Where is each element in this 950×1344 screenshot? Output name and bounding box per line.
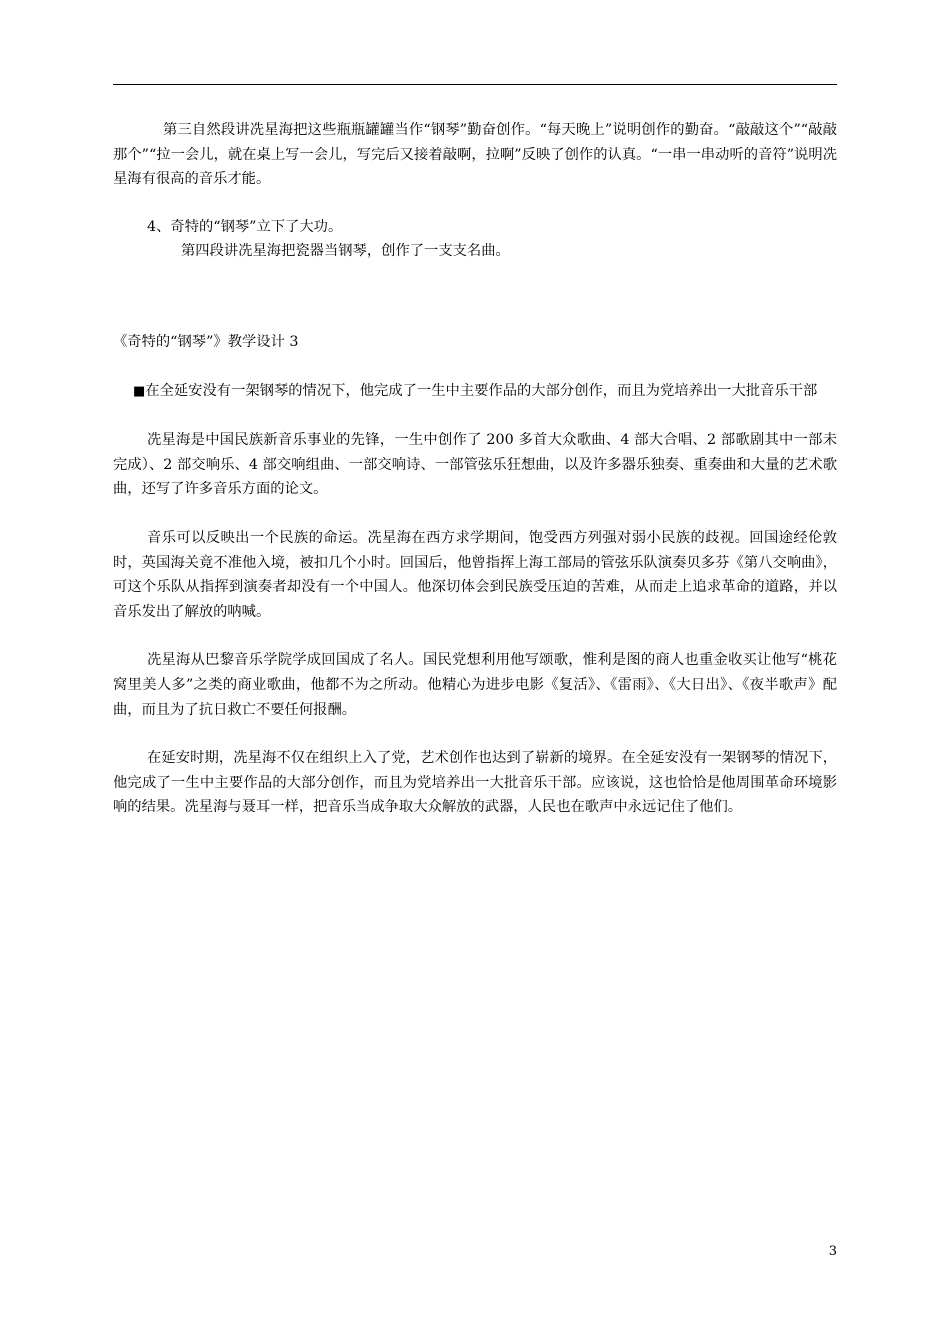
page-number: 3 xyxy=(828,1244,837,1259)
bullet-square-icon: ■ xyxy=(133,383,146,399)
header-rule xyxy=(113,84,837,85)
section-title: 《奇特的“钢琴”》教学设计 3 xyxy=(113,333,299,350)
bullet-text: 在全延安没有一架钢琴的情况下，他完成了一生中主要作品的大部分创作，而且为党培养出一大批音乐干部 xyxy=(145,382,818,399)
paragraph-nation-fate: 音乐可以反映出一个民族的命运。冼星海在西方求学期间，饱受西方列强对弱小民族的歧视。回国途经伦敦时，英国海关竟不准他入境，被扣几个小时。回国后，他曾指挥上海工部局的管弦乐队演奏贝多芬《第八交响曲》，可这个乐队从指挥到演奏者却没有一个中国人。他深切体会到民族受压迫的苦难，从而走上追求革命的道路，并以音乐发出了解放的呐喊。 xyxy=(113,529,837,620)
list-item-4: 4、奇特的“钢琴”立下了大功。 xyxy=(147,218,343,235)
paragraph-paris-return: 冼星海从巴黎音乐学院学成回国成了名人。国民党想利用他写颂歌，惟利是图的商人也重金收买让他写“桃花窝里美人多”之类的商业歌曲，他都不为之所动。他精心为进步电影《复活》、《雷雨》、《大日出》、《夜半歌声》配曲，而且为了抗日救亡不要任何报酬。 xyxy=(113,652,837,718)
paragraph-fourth-section: 第四段讲冼星海把瓷器当钢琴，创作了一支支名曲。 xyxy=(181,243,510,260)
paragraph-third-section: 第三自然段讲冼星海把这些瓶瓶罐罐当作“钢琴”勤奋创作。“每天晚上”说明创作的勤奋。“敲敲这个”“敲敲那个”“拉一会儿，就在桌上写一会儿，写完后又接着敲啊，拉啊”反映了创作的认真。“一串一串动听的音符”说明冼星海有很高的音乐才能。 xyxy=(113,122,837,188)
bullet-paragraph xyxy=(113,379,837,405)
document-body xyxy=(113,118,837,820)
paragraph-yanan-period: 在延安时期，冼星海不仅在组织上入了党，艺术创作也达到了崭新的境界。在全延安没有一架钢琴的情况下，他完成了一生中主要作品的大部分创作，而且为党培养出一大批音乐干部。应该说，这也恰恰是他周围革命环境影响的结果。冼星海与聂耳一样，把音乐当成争取大众解放的武器，人民也在歌声中永远记住了他们。 xyxy=(113,750,837,816)
paragraph-pioneer: 冼星海是中国民族新音乐事业的先锋，一生中创作了 200 多首大众歌曲、4 部大合唱、2 部歌剧其中一部未完成）、2 部交响乐、4 部交响组曲、一部交响诗、一部管弦乐狂想曲，以及许多器乐独奏、重奏曲和大量的艺术歌曲，还写了许多音乐方面的论文。 xyxy=(113,432,837,498)
